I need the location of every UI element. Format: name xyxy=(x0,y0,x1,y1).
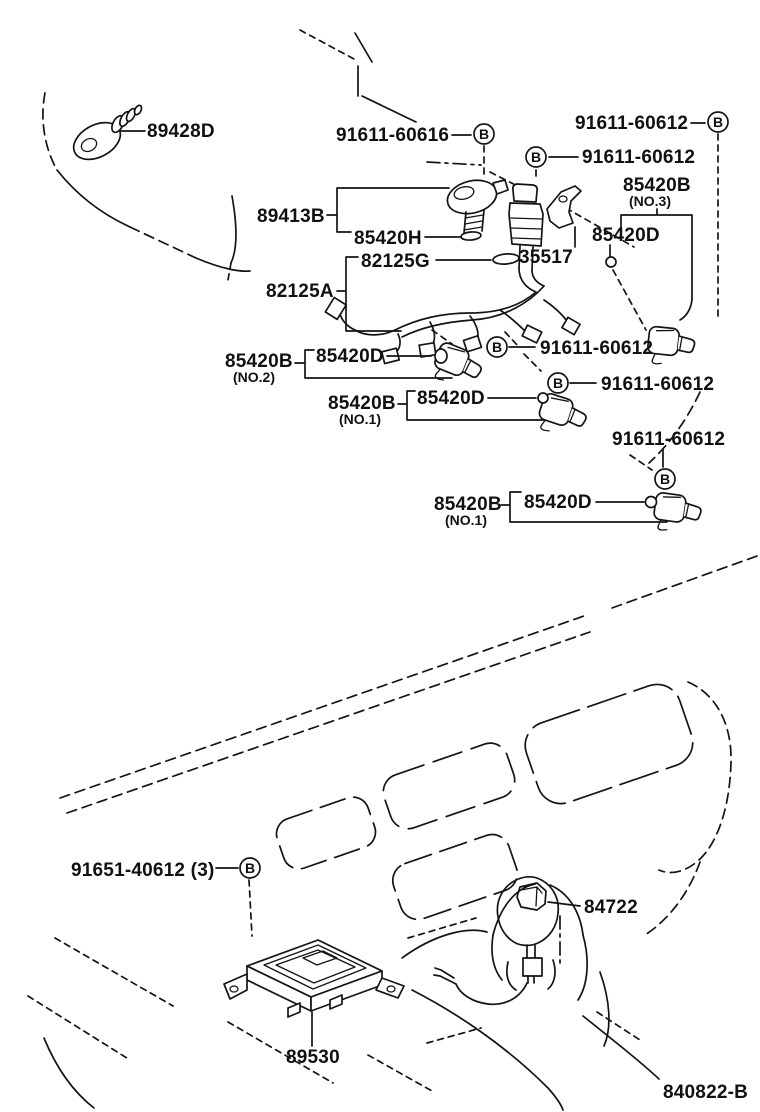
part-label-85420h: 85420H xyxy=(354,228,422,249)
part-sublabel-no3: (NO.3) xyxy=(629,193,671,209)
part-label-84722: 84722 xyxy=(584,897,638,918)
camshaft-position-sensor-drawing xyxy=(444,175,508,233)
figure-number: 840822-B xyxy=(663,1082,749,1103)
transmission-control-ecu-drawing xyxy=(224,940,404,1017)
bolt-marker-letter: B xyxy=(478,126,490,142)
part-label-91611-60612-top: 91611-60612 xyxy=(575,113,689,134)
connector-35517-drawing xyxy=(509,184,544,292)
dash-vent-1 xyxy=(272,793,380,873)
vehicle-speed-sensor-no1b-drawing xyxy=(652,492,703,535)
bolt-marker-b-3 xyxy=(526,147,546,167)
part-sublabel-no1: (NO.1) xyxy=(339,411,381,427)
part-label-82125g: 82125G xyxy=(361,251,430,272)
bolt-marker-b-2 xyxy=(708,112,728,132)
shift-lever-drawing xyxy=(434,877,587,1004)
part-label-91611-60612-second: 91611-60612 xyxy=(582,147,696,168)
bolt-marker-b-4 xyxy=(487,337,507,357)
part-label-89413b: 89413B xyxy=(257,206,325,227)
part-label-85420d-no1b: 85420D xyxy=(524,492,592,513)
part-label-89530: 89530 xyxy=(286,1047,340,1068)
bolt-marker-letter: B xyxy=(659,471,671,487)
part-label-85420d-no2: 85420D xyxy=(316,346,384,367)
part-label-85420b-no1b: 85420B xyxy=(434,494,502,515)
part-label-91611-60616: 91611-60616 xyxy=(336,125,450,146)
part-label-85420b-no2: 85420B xyxy=(225,351,293,372)
bolt-marker-letter: B xyxy=(491,339,503,355)
o-ring-85420d-no1b xyxy=(646,497,657,508)
part-label-91651-40612: 91651-40612 (3) xyxy=(71,860,215,881)
bolt-marker-letter: B xyxy=(712,114,724,130)
part-sublabel-no1b: (NO.1) xyxy=(445,512,487,528)
instrument-panel-outline xyxy=(28,556,757,1110)
sensor-stay-bracket-drawing xyxy=(547,186,581,228)
bolt-marker-b-6 xyxy=(655,469,675,489)
part-label-91611-60612-mid2: 91611-60612 xyxy=(601,374,715,395)
o-ring-85420d-no1 xyxy=(538,393,548,403)
dash-vent-2 xyxy=(378,738,519,833)
shift-knob-button-drawing xyxy=(517,883,546,910)
bolt-marker-b-5 xyxy=(548,373,568,393)
part-sublabel-no2: (NO.2) xyxy=(233,369,275,385)
bolt-marker-letter: B xyxy=(530,149,542,165)
part-labels xyxy=(71,113,748,1103)
bolt-marker-b-7 xyxy=(240,858,260,878)
part-label-82125a: 82125A xyxy=(266,281,334,302)
bolt-marker-letter: B xyxy=(552,375,564,391)
part-label-35517: 35517 xyxy=(519,247,573,268)
part-label-85420b-no1: 85420B xyxy=(328,393,396,414)
part-label-85420d-no1: 85420D xyxy=(417,388,485,409)
part-label-85420b-no3: 85420B xyxy=(623,175,691,196)
o-ring-82125g xyxy=(493,253,520,265)
o-ring-85420d-no2 xyxy=(435,349,447,363)
bolt-marker-b-1 xyxy=(474,124,494,144)
part-label-85420d-no3: 85420D xyxy=(592,225,660,246)
dash-cluster-opening xyxy=(519,678,700,810)
part-label-91611-60612-lower: 91611-60612 xyxy=(612,429,726,450)
part-label-89428d: 89428D xyxy=(147,121,215,142)
vehicle-speed-sensor-no3-drawing xyxy=(646,326,696,368)
speed-sensor-89428d-drawing xyxy=(67,104,143,167)
part-label-91611-60612-mid1: 91611-60612 xyxy=(540,338,654,359)
bolt-marker-letter: B xyxy=(244,860,256,876)
o-ring-85420d-no3 xyxy=(606,257,616,267)
